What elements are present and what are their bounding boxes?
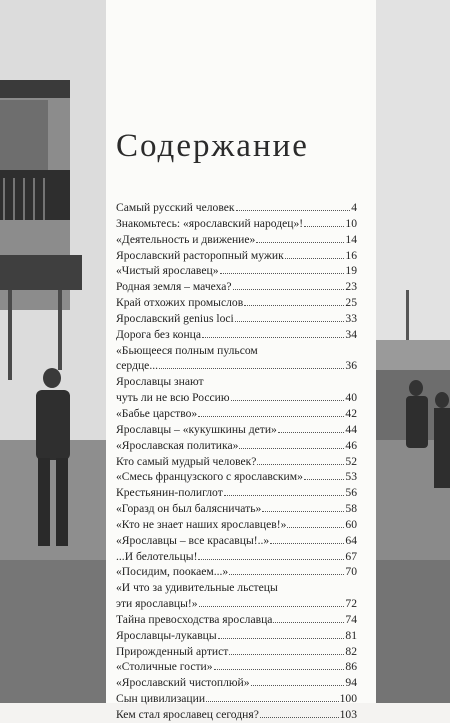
toc-entry[interactable] [116,263,357,279]
toc-entry-title: «Ярославский чистоплюй» [116,676,250,690]
toc-entry-title: Тайна превосходства ярославца [116,612,273,626]
toc-entry[interactable] [116,295,357,311]
toc-entry-title: «Кто не знает наших ярославцев!» [116,517,287,531]
toc-page-number: 25 [345,296,357,310]
toc-dot-leader [229,654,344,655]
toc-dot-leader [235,321,345,322]
toc-entry-title: сердце... [116,359,159,373]
toc-page-number: 14 [345,232,357,246]
toc-entry-title-line: «И что за удивительные льстецы [116,581,278,595]
toc-page-number: 58 [345,502,357,516]
toc-page-number: 52 [345,454,357,468]
toc-dot-leader [260,717,339,718]
toc-page-number: 4 [351,201,357,214]
toc-entry-title: Знакомьтесь: «ярославский народец»! [116,216,304,230]
toc-entry-title-line: «Бьющееся полным пульсом [116,343,258,357]
toc-page-number: 42 [345,406,357,420]
toc-entry-title: «Чистый ярославец» [116,264,219,278]
toc-entry[interactable] [116,564,357,580]
toc-entry[interactable] [116,628,357,644]
toc-page-number: 19 [345,264,357,278]
toc-dot-leader [251,685,345,686]
toc-page-number: 46 [345,438,357,452]
toc-dot-leader [198,416,344,417]
toc-page-number: 16 [345,248,357,262]
toc-entry-title: «Горазд он был балясничать» [116,502,262,516]
toc-entry[interactable] [116,422,357,438]
toc-entry[interactable] [116,533,357,549]
toc-dot-leader [233,289,345,290]
contents-page [106,0,376,721]
toc-entry-title: эти ярославцы!» [116,597,198,611]
toc-page-number: 36 [345,359,357,373]
toc-dot-leader [287,527,344,528]
toc-entry-title: «Столичные гости» [116,660,213,674]
toc-dot-leader [262,511,344,512]
table-of-contents [116,200,357,723]
toc-dot-leader [304,226,344,227]
toc-page-number: 94 [345,676,357,690]
toc-dot-leader [278,432,345,433]
toc-dot-leader [231,400,345,401]
toc-entry-title: Сын цивилизации [116,692,206,706]
toc-entry[interactable] [116,248,357,264]
toc-dot-leader [239,448,344,449]
toc-entry[interactable] [116,200,357,216]
left-archival-photo [0,0,106,703]
toc-page-number: 100 [339,692,357,706]
toc-page-number: 67 [345,549,357,563]
toc-entry[interactable] [116,454,357,470]
toc-dot-leader [214,669,345,670]
toc-entry[interactable] [116,406,357,422]
toc-dot-leader [273,622,344,623]
toc-dot-leader [285,258,345,259]
toc-entry-title: Ярославский расторопный мужик [116,248,284,262]
toc-entry-title: «Деятельность и движение» [116,232,256,246]
toc-dot-leader [206,701,339,702]
toc-entry[interactable] [116,644,357,660]
toc-entry-title: Кто самый мудрый человек? [116,454,257,468]
toc-dot-leader [218,638,345,639]
toc-page-number: 64 [345,533,357,547]
toc-page-number: 70 [345,565,357,579]
toc-page-number: 81 [345,628,357,642]
toc-entry[interactable] [116,612,357,628]
toc-entry-title: Ярославцы-лукавцы [116,628,217,642]
toc-page-number: 60 [345,517,357,531]
toc-dot-leader [199,606,345,607]
toc-entry[interactable] [116,438,357,454]
toc-entry[interactable] [116,311,357,327]
toc-entry[interactable] [116,216,357,232]
toc-entry[interactable] [116,596,357,612]
toc-entry[interactable] [116,707,357,723]
toc-entry-title: Дорога без конца [116,327,202,341]
toc-entry[interactable] [116,501,357,517]
toc-entry-title: ...И белотельцы! [116,549,198,563]
right-archival-photo [376,0,450,703]
toc-entry-title: Ярославцы – «кукушкины дети» [116,422,277,436]
toc-entry[interactable] [116,232,357,248]
toc-dot-leader [224,495,345,496]
toc-page-number: 82 [345,644,357,658]
toc-page-number: 72 [345,597,357,611]
toc-entry-title: Родная земля – мачеха? [116,280,232,294]
toc-entry[interactable] [116,469,357,485]
toc-entry-title: Ярославский genius loci [116,311,234,325]
toc-dot-leader [270,543,344,544]
toc-dot-leader [257,464,344,465]
toc-entry-title: Самый русский человек [116,201,235,214]
toc-dot-leader [159,368,344,369]
toc-entry-title: Кем стал ярославец сегодня? [116,708,259,721]
toc-entry-title-line: Ярославцы знают [116,375,204,389]
toc-dot-leader [304,479,345,480]
toc-entry-title: Крестьянин-полиглот [116,486,223,500]
toc-page-number: 86 [345,660,357,674]
toc-dot-leader [202,337,344,338]
toc-dot-leader [229,574,344,575]
toc-page-number: 33 [345,311,357,325]
toc-page-number: 74 [345,612,357,626]
toc-dot-leader [236,210,351,211]
toc-entry[interactable] [116,659,357,675]
toc-entry-title: «Ярославская политика» [116,438,239,452]
toc-dot-leader [256,242,344,243]
page-title: Содержание [116,128,309,164]
toc-page-number: 44 [345,422,357,436]
toc-entry-title: «Ярославцы – все красавцы!..» [116,533,270,547]
toc-dot-leader [198,559,344,560]
toc-entry[interactable] [116,327,357,343]
toc-entry-title: «Бабье царство» [116,406,198,420]
toc-entry[interactable] [116,517,357,533]
toc-entry[interactable] [116,675,357,691]
toc-page-number: 23 [345,280,357,294]
toc-entry[interactable] [116,691,357,707]
toc-entry[interactable] [116,279,357,295]
toc-entry[interactable] [116,390,357,406]
toc-page-number: 10 [345,216,357,230]
toc-page-number: 34 [345,327,357,341]
toc-entry-title: «Смесь французского с ярославским» [116,470,303,484]
toc-dot-leader [220,273,345,274]
toc-page-number: 103 [339,708,357,721]
toc-entry[interactable] [116,358,357,374]
toc-dot-leader [244,305,344,306]
street-scene-right-illustration [376,0,450,703]
toc-entry[interactable] [116,549,357,565]
toc-page-number: 53 [345,470,357,484]
toc-entry-title: чуть ли не всю Россию [116,391,230,405]
toc-page-number: 40 [345,391,357,405]
street-scene-left-illustration [0,0,106,703]
toc-entry-title: «Посидим, поокаем...» [116,565,229,579]
toc-entry[interactable] [116,485,357,501]
toc-entry-title: Край отхожих промыслов [116,296,244,310]
toc-entry-title: Прирожденный артист [116,644,229,658]
toc-page-number: 56 [345,486,357,500]
